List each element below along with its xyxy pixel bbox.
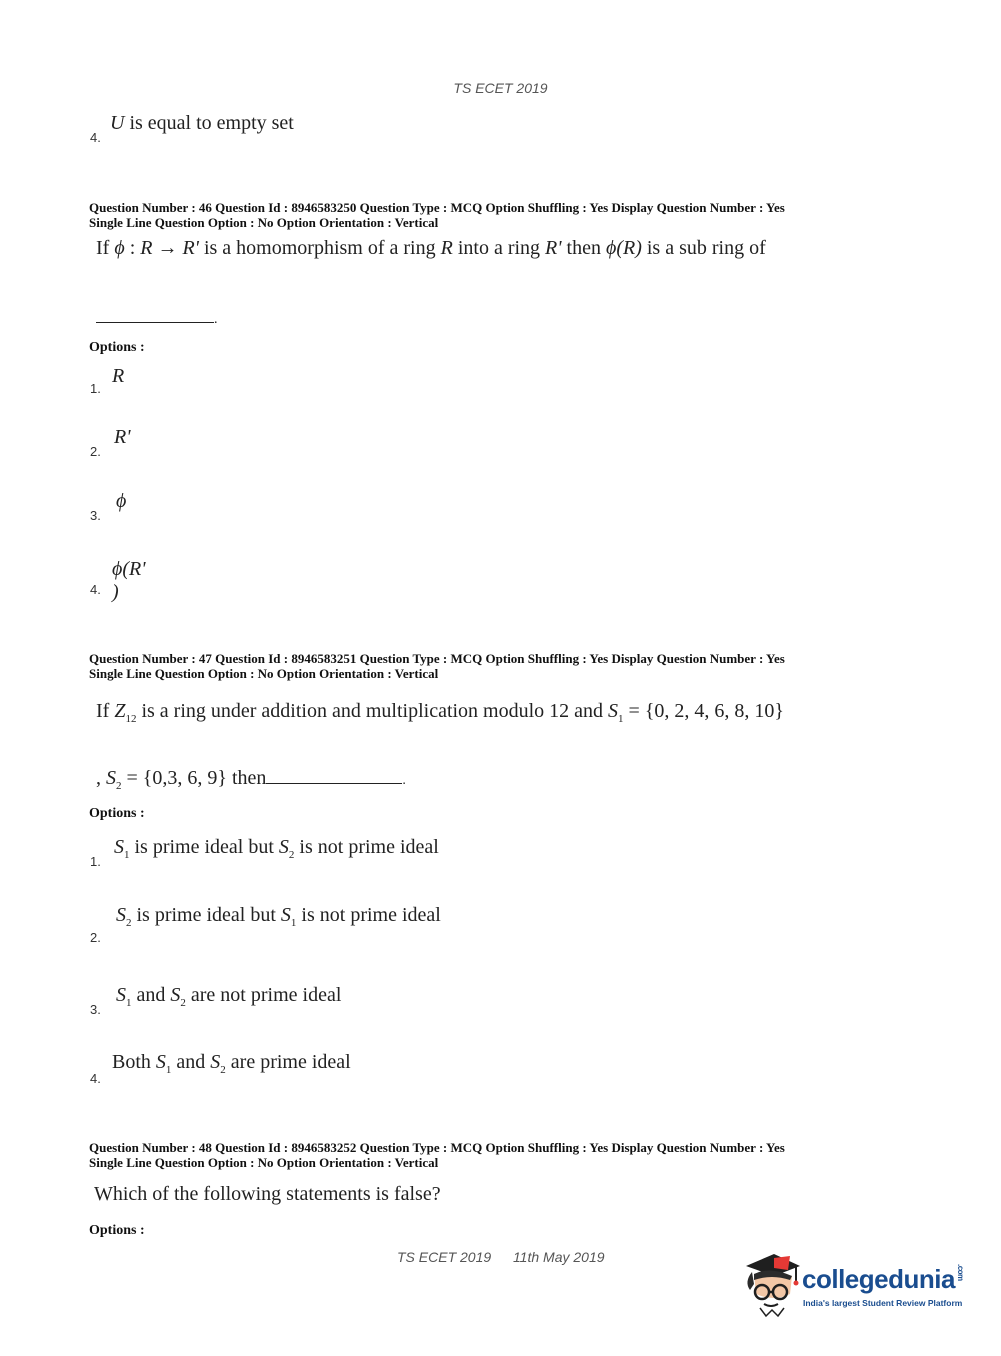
option-text: Both $S_1$ and $S_2$ are prime ideal [112, 1051, 351, 1076]
question-46-blank: . [96, 308, 218, 328]
option-text: $S_2$ is prime ideal but $S_1$ is not prime ideal [116, 904, 441, 929]
question-48-options-label: Options : [89, 1223, 145, 1238]
question-47-meta [89, 651, 785, 681]
option-number: 4. [90, 1071, 101, 1086]
page-footer [397, 1249, 605, 1265]
question-47-options-label: Options : [89, 806, 145, 821]
question-48-stem: Which of the following statements is false? [94, 1183, 441, 1205]
option-number: 3. [90, 508, 101, 523]
question-46-stem: If ϕ : R → R' is a homomorphism of a ring R into a ring R' then ϕ(R) is a sub ring of [96, 237, 766, 259]
meta-line-1: Question Number : 48 Question Id : 8946583252 Question Type : MCQ Option Shuffling : Yes Display Question Number : Yes [89, 1140, 785, 1155]
logo-tagline: India's largest Student Review Platform [803, 1298, 963, 1308]
option-text: ϕ [116, 490, 127, 512]
option-text: $S_1$ and $S_2$ are not prime ideal [116, 984, 342, 1009]
question-46-options-label: Options : [89, 340, 145, 355]
option-text: U is equal to empty set [110, 112, 294, 134]
question-46-meta [89, 200, 785, 230]
option-text: R' [114, 426, 131, 448]
option-number: 4. [90, 130, 101, 145]
option-number: 2. [90, 930, 101, 945]
question-47-stem-cont: , $S_2 = \{0,3$, 6, 9} then . [96, 767, 406, 792]
option-text: ϕ(R' ) [112, 558, 146, 603]
option-number: 1. [90, 381, 101, 396]
option-text: R [112, 365, 125, 387]
meta-line-2: Single Line Question Option : No Option Orientation : Vertical [89, 1155, 439, 1170]
page-header-title: TS ECET 2019 [453, 80, 548, 96]
logo-tld: .com [955, 1264, 965, 1281]
option-number: 4. [90, 582, 101, 597]
meta-line-2: Single Line Question Option : No Option Orientation : Vertical [89, 215, 439, 230]
meta-line-2: Single Line Question Option : No Option Orientation : Vertical [89, 666, 439, 681]
footer-exam: TS ECET 2019 [397, 1249, 492, 1265]
option-number: 3. [90, 1002, 101, 1017]
option-text: $S_1$ is prime ideal but $S_2$ is not prime ideal [114, 836, 439, 861]
question-47-stem: If $Z_{12}$ is a ring under addition and multiplication modulo 12 and $S_1 = \{0$, 2, 4, 6, 8, 10} [96, 700, 785, 725]
meta-line-1: Question Number : 46 Question Id : 8946583250 Question Type : MCQ Option Shuffling : Yes Display Question Number : Yes [89, 200, 785, 215]
collegedunia-logo[interactable] [740, 1248, 980, 1320]
logo-wordmark: collegedunia.com [802, 1264, 965, 1294]
footer-date: 11th May 2019 [512, 1249, 605, 1265]
meta-line-1: Question Number : 47 Question Id : 8946583251 Question Type : MCQ Option Shuffling : Yes Display Question Number : Yes [89, 651, 785, 666]
option-number: 1. [90, 854, 101, 869]
option-number: 2. [90, 444, 101, 459]
mascot-icon [740, 1248, 802, 1318]
question-48-meta [89, 1140, 785, 1170]
